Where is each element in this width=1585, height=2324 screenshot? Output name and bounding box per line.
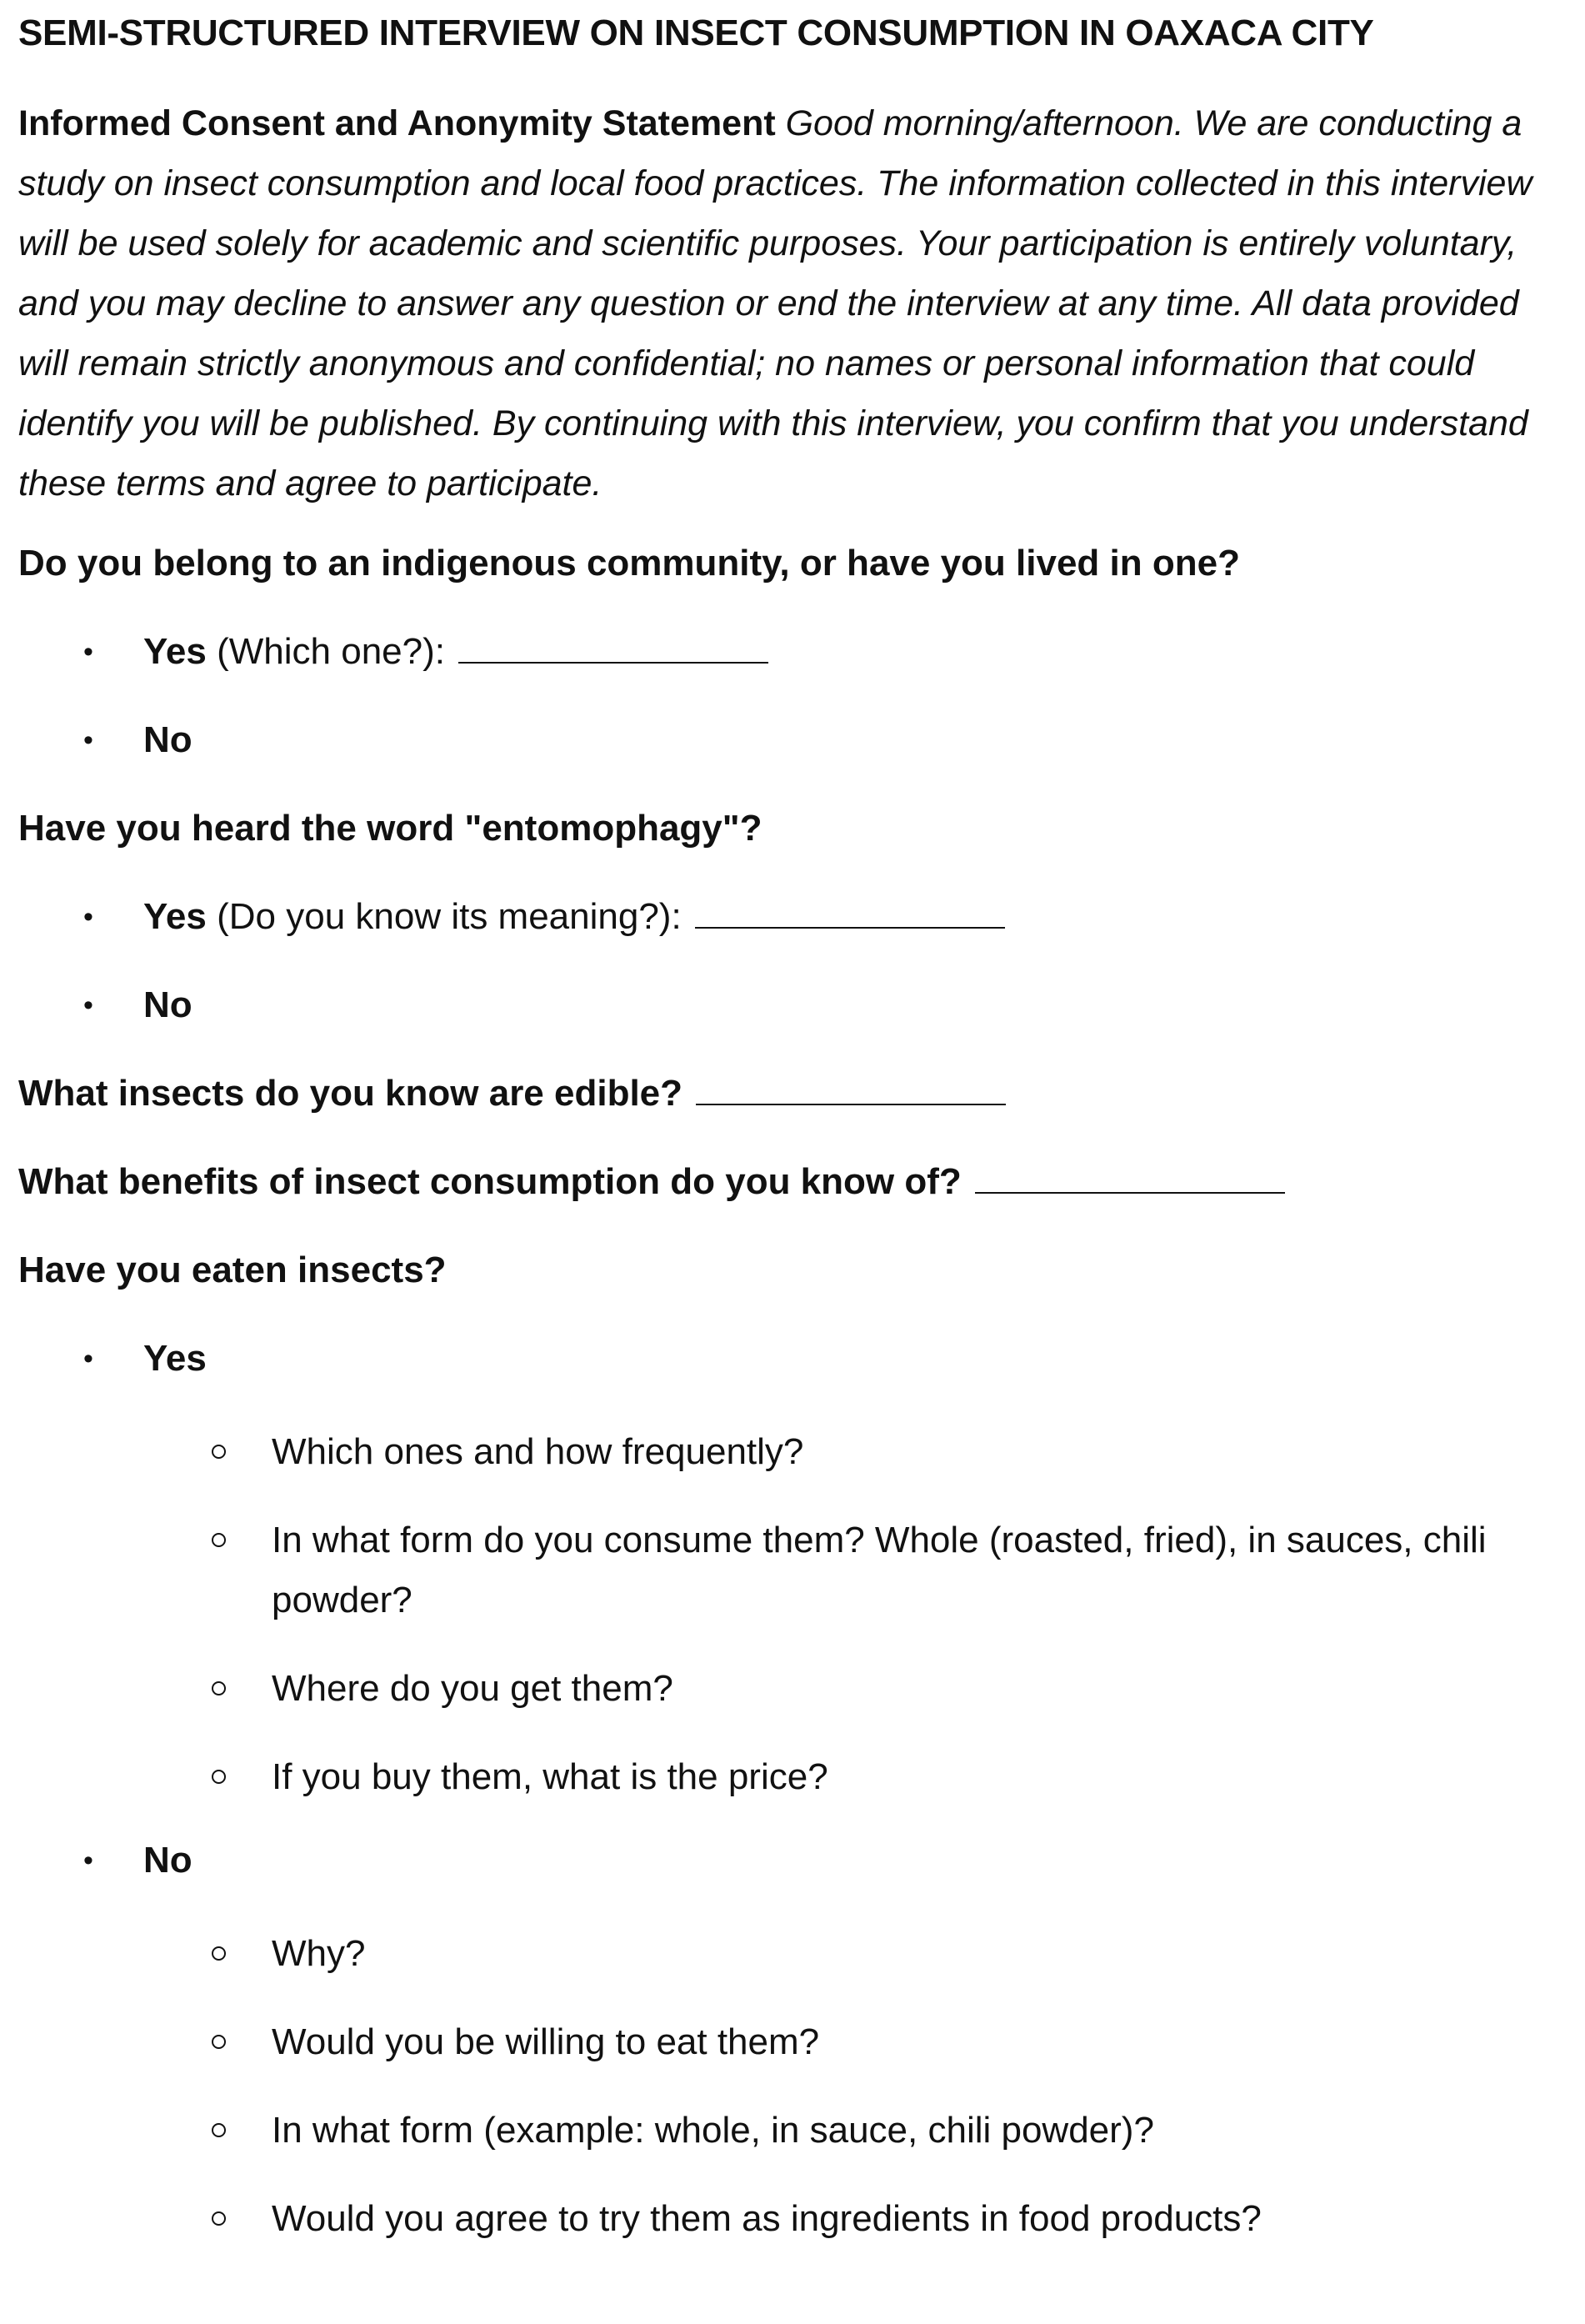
document-title: SEMI-STRUCTURED INTERVIEW ON INSECT CONSUMPTION IN OAXACA CITY <box>18 13 1374 53</box>
question-insect-benefits <box>18 1157 1568 1207</box>
option-label: No <box>143 1840 192 1881</box>
question-entomophagy-word: Have you heard the word "entomophagy"? <box>18 808 762 849</box>
question-text: What insects do you know are edible? <box>18 1073 693 1114</box>
sub-question <box>18 1510 1568 1630</box>
question-eaten-insects: Have you eaten insects? <box>18 1250 447 1290</box>
sub-question-text: Why? <box>272 1933 366 1974</box>
option-prompt: (Which one?): <box>206 631 456 672</box>
answer-blank <box>695 894 1005 929</box>
question-text: What benefits of insect consumption do you know of? <box>18 1161 972 1202</box>
interview-document <box>18 8 1568 2277</box>
sub-question-text: Would you be willing to eat them? <box>272 2021 820 2062</box>
sub-question <box>18 1659 1568 1719</box>
sub-question-text: Which ones and how frequently? <box>272 1431 804 1472</box>
circle-bullet-icon <box>212 1533 226 1547</box>
option-yes <box>18 627 1568 677</box>
consent-body: Good morning/afternoon. We are conducting a study on insect consumption and local food practices. The information collected in this interview will be used solely for academic and scientific purposes. Your participation is entirely voluntary, and you may decline to answer any question or end the interview at any time. All data provided will remain strictly anonymous and confidential; no names or personal information that could identify you will be published. By continuing with this interview, you confirm that you understand these terms and agree to participate. <box>18 103 1532 503</box>
sub-question <box>18 2012 1568 2072</box>
answer-blank <box>975 1159 1285 1194</box>
bullet-icon: • <box>83 989 93 1021</box>
sub-question <box>18 1747 1568 1807</box>
option-no <box>18 715 1568 765</box>
circle-bullet-icon <box>212 1681 226 1695</box>
option-label: No <box>143 719 192 760</box>
question-edible-insects <box>18 1069 1568 1119</box>
sub-question-text: Would you agree to try them as ingredients in food products? <box>272 2198 1262 2239</box>
bullet-icon: • <box>83 724 93 756</box>
circle-bullet-icon <box>212 1946 226 1961</box>
sub-question-text: In what form (example: whole, in sauce, chili powder)? <box>272 2110 1154 2151</box>
circle-bullet-icon <box>212 1445 226 1459</box>
sub-question <box>18 1422 1568 1482</box>
circle-bullet-icon <box>212 2035 226 2049</box>
option-prompt: (Do you know its meaning?): <box>206 896 692 937</box>
bullet-icon: • <box>83 1343 93 1375</box>
consent-heading: Informed Consent and Anonymity Statement <box>18 103 776 143</box>
option-yes <box>18 892 1568 942</box>
circle-bullet-icon <box>212 2211 226 2226</box>
question-eaten-options <box>18 1334 1568 2249</box>
question-indigenous-options <box>18 627 1568 765</box>
option-label: Yes <box>143 631 207 672</box>
circle-bullet-icon <box>212 1770 226 1784</box>
option-yes <box>18 1334 1568 1384</box>
answer-blank <box>458 629 768 664</box>
option-no <box>18 1836 1568 1886</box>
bullet-icon: • <box>83 901 93 933</box>
sub-question <box>18 2189 1568 2249</box>
option-label: No <box>143 984 192 1025</box>
sub-question-text: If you buy them, what is the price? <box>272 1756 828 1797</box>
option-label: Yes <box>143 896 207 937</box>
answer-blank <box>696 1070 1006 1105</box>
question-entomophagy-options <box>18 892 1568 1030</box>
bullet-icon: • <box>83 636 93 668</box>
sub-question <box>18 1924 1568 1984</box>
circle-bullet-icon <box>212 2123 226 2137</box>
sub-question <box>18 2101 1568 2161</box>
consent-statement <box>18 93 1568 513</box>
option-no <box>18 980 1568 1030</box>
bullet-icon: • <box>83 1845 93 1876</box>
option-label: Yes <box>143 1338 207 1379</box>
sub-question-text: Where do you get them? <box>272 1668 673 1709</box>
sub-question-text: In what form do you consume them? Whole (roasted, fried), in sauces, chili powder? <box>272 1520 1487 1620</box>
question-indigenous-community: Do you belong to an indigenous community, or have you lived in one? <box>18 543 1240 584</box>
